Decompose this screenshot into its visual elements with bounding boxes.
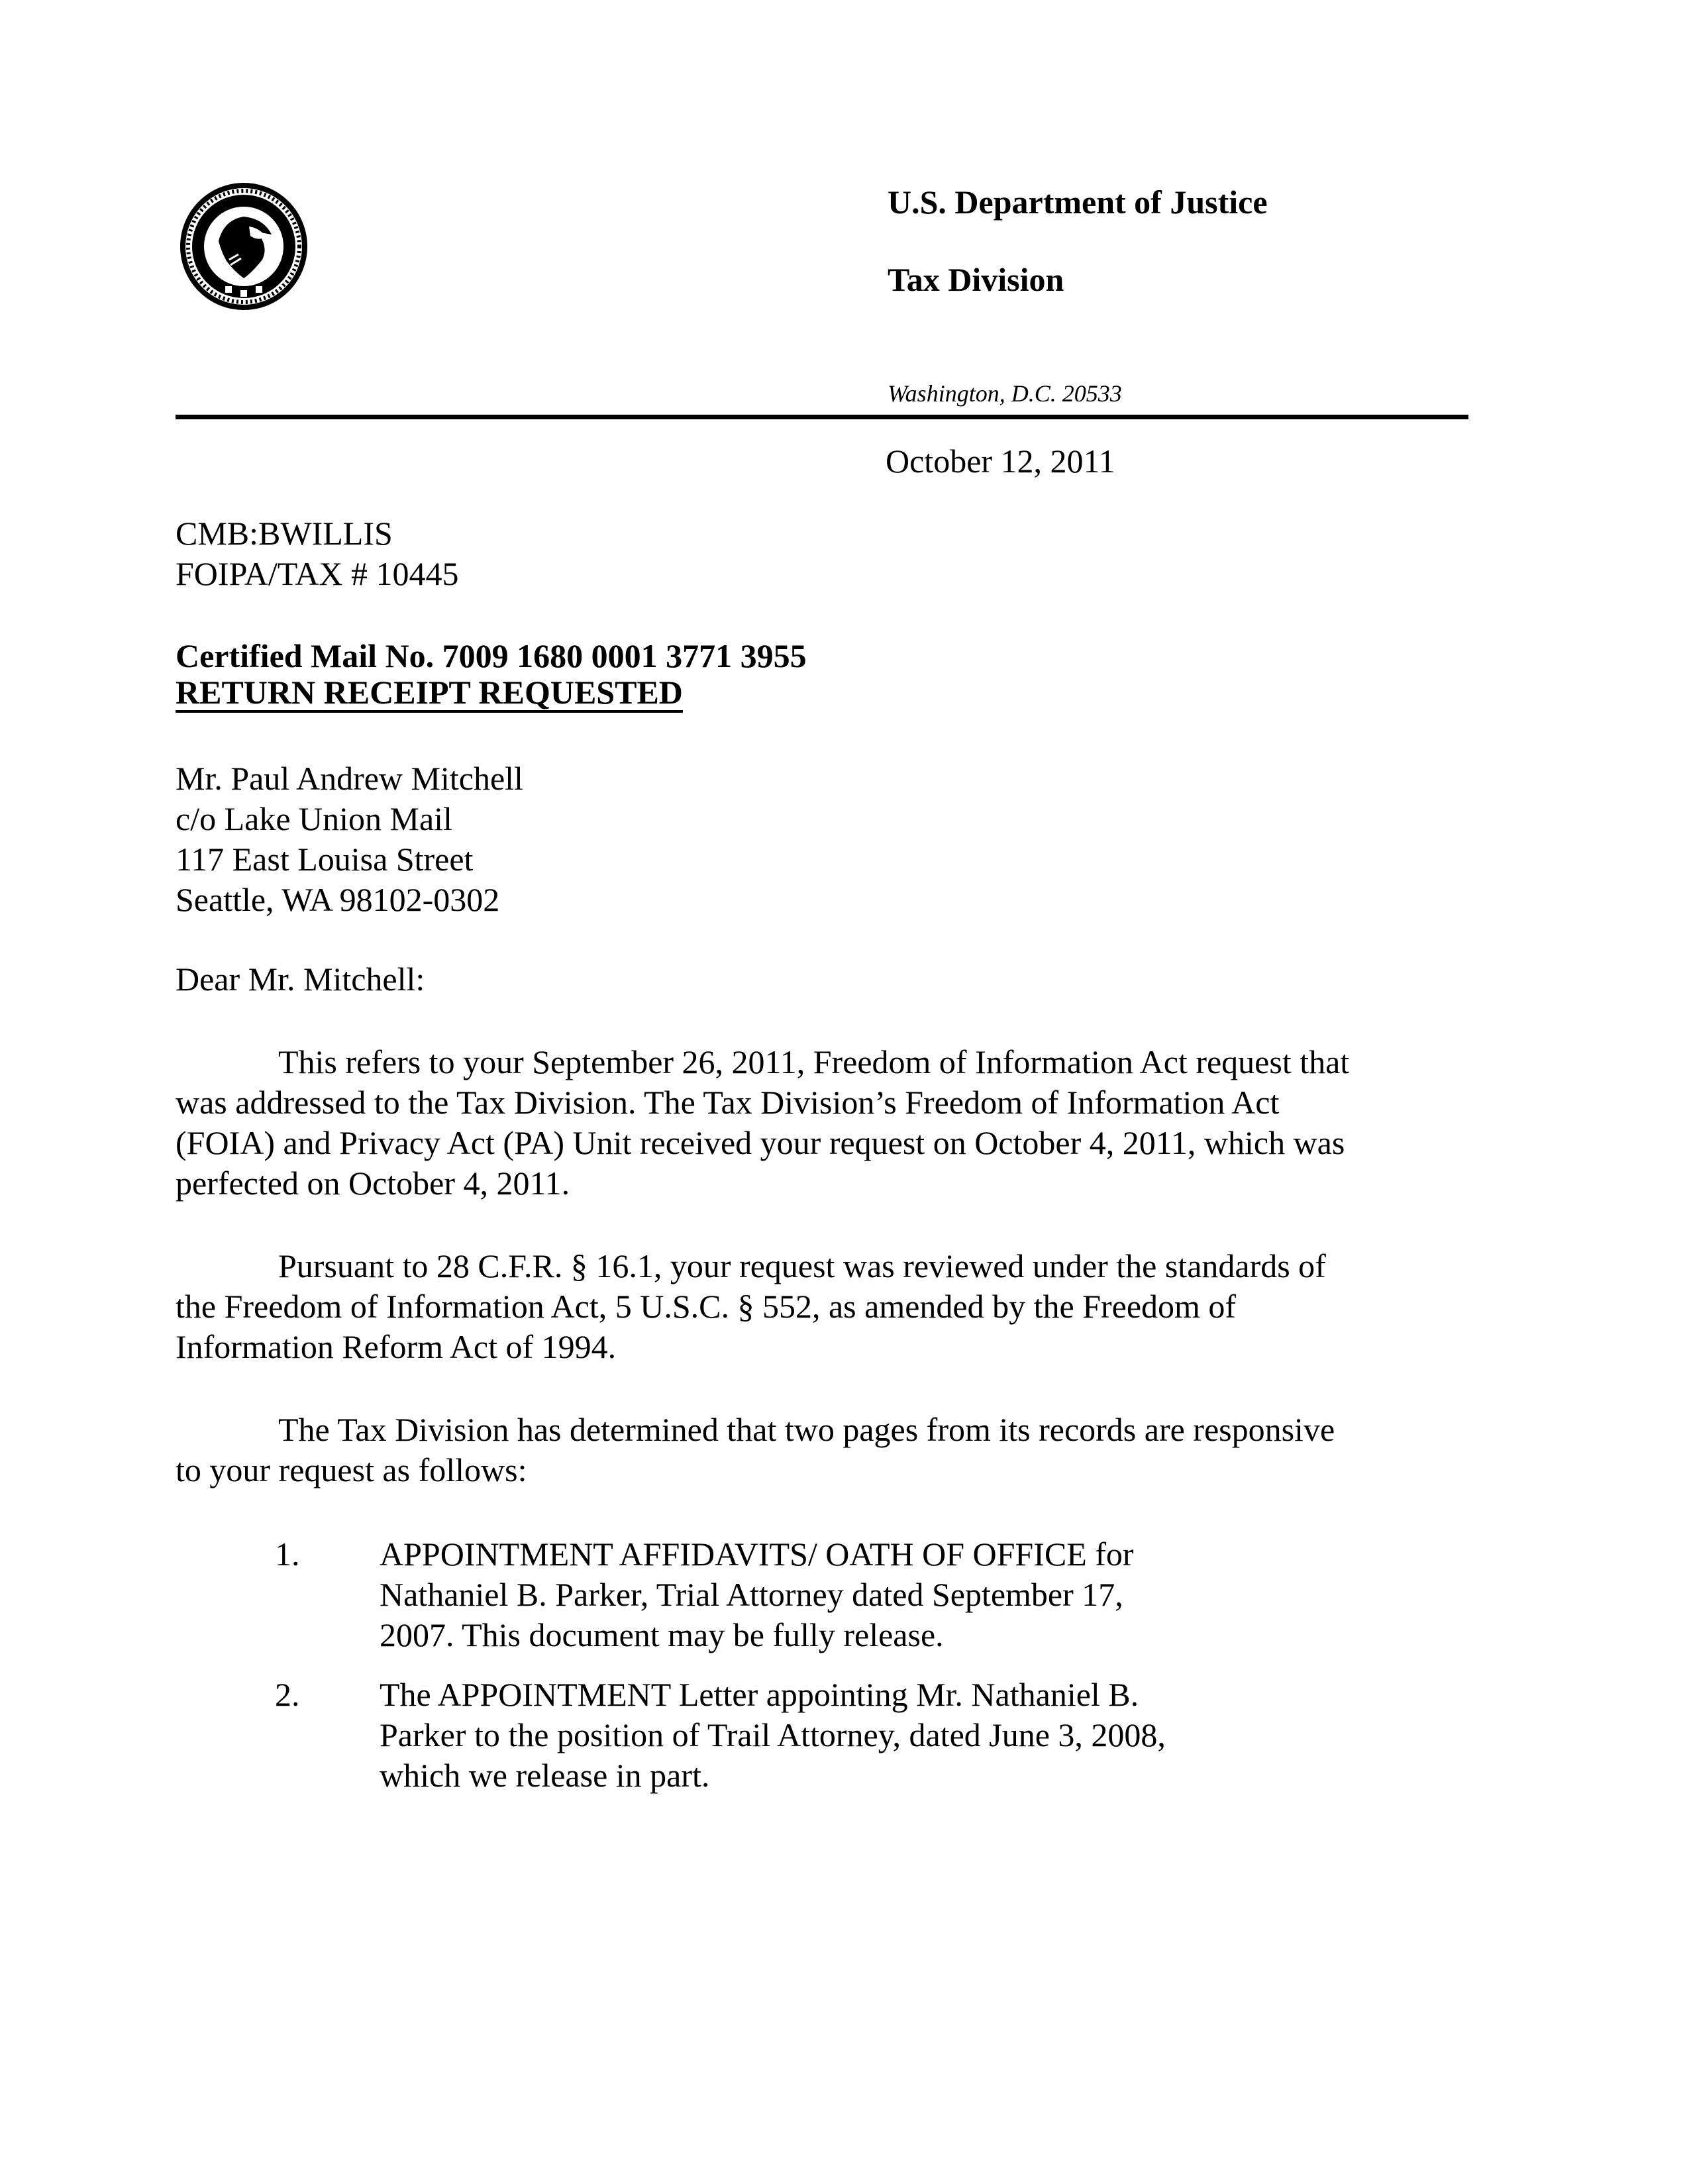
reference-block — [176, 513, 1474, 594]
body-paragraph-2 — [176, 1246, 1474, 1367]
item-number: 2. — [275, 1676, 300, 1713]
mailing-block — [176, 638, 1474, 711]
paragraph-line: The Tax Division has determined that two pages from its records are responsive — [278, 1411, 1335, 1448]
return-receipt-notice: RETURN RECEIPT REQUESTED — [176, 674, 683, 711]
department-name: U.S. Department of Justice — [888, 183, 1268, 221]
item-line: APPOINTMENT AFFIDAVITS/ OATH OF OFFICE for — [380, 1535, 1134, 1573]
item-line: 2007. This document may be fully release. — [380, 1616, 944, 1653]
paragraph-line: (FOIA) and Privacy Act (PA) Unit received your request on October 4, 2011, which was — [176, 1124, 1345, 1161]
recipient-address — [176, 758, 1474, 920]
letter-date: October 12, 2011 — [886, 442, 1115, 480]
item-number: 1. — [275, 1535, 300, 1573]
recipient-name: Mr. Paul Andrew Mitchell — [176, 760, 523, 797]
office-location: Washington, D.C. 20533 — [888, 380, 1122, 407]
letterhead-divider — [176, 415, 1468, 419]
item-line: Parker to the position of Trail Attorney, dated June 3, 2008, — [380, 1716, 1166, 1753]
paragraph-line: the Freedom of Information Act, 5 U.S.C. § 552, as amended by the Freedom of — [176, 1288, 1237, 1325]
paragraph-line: Pursuant to 28 C.F.R. § 16.1, your request was reviewed under the standards of — [278, 1247, 1326, 1284]
recipient-care-of: c/o Lake Union Mail — [176, 800, 452, 837]
item-line: The APPOINTMENT Letter appointing Mr. Nathaniel B. — [380, 1676, 1139, 1713]
paragraph-line: This refers to your September 26, 2011, Freedom of Information Act request that — [278, 1043, 1350, 1080]
recipient-city-state-zip: Seattle, WA 98102-0302 — [176, 881, 500, 918]
doj-seal-icon — [178, 180, 310, 313]
reference-initials: CMB:BWILLIS — [176, 515, 393, 552]
body-paragraph-3 — [176, 1410, 1474, 1490]
recipient-street: 117 East Louisa Street — [176, 841, 474, 878]
reference-case-number: FOIPA/TAX # 10445 — [176, 555, 459, 592]
paragraph-line: perfected on October 4, 2011. — [176, 1165, 570, 1202]
division-name: Tax Division — [888, 261, 1064, 298]
paragraph-line: Information Reform Act of 1994. — [176, 1328, 617, 1365]
paragraph-line: to your request as follows: — [176, 1451, 527, 1488]
salutation: Dear Mr. Mitchell: — [176, 961, 425, 998]
item-line: which we release in part. — [380, 1757, 710, 1794]
certified-mail-number: Certified Mail No. 7009 1680 0001 3771 3955 — [176, 637, 807, 674]
body-paragraph-1 — [176, 1042, 1474, 1204]
paragraph-line: was addressed to the Tax Division. The Tax Division’s Freedom of Information Act — [176, 1084, 1280, 1121]
item-line: Nathaniel B. Parker, Trial Attorney dated September 17, — [380, 1576, 1123, 1613]
